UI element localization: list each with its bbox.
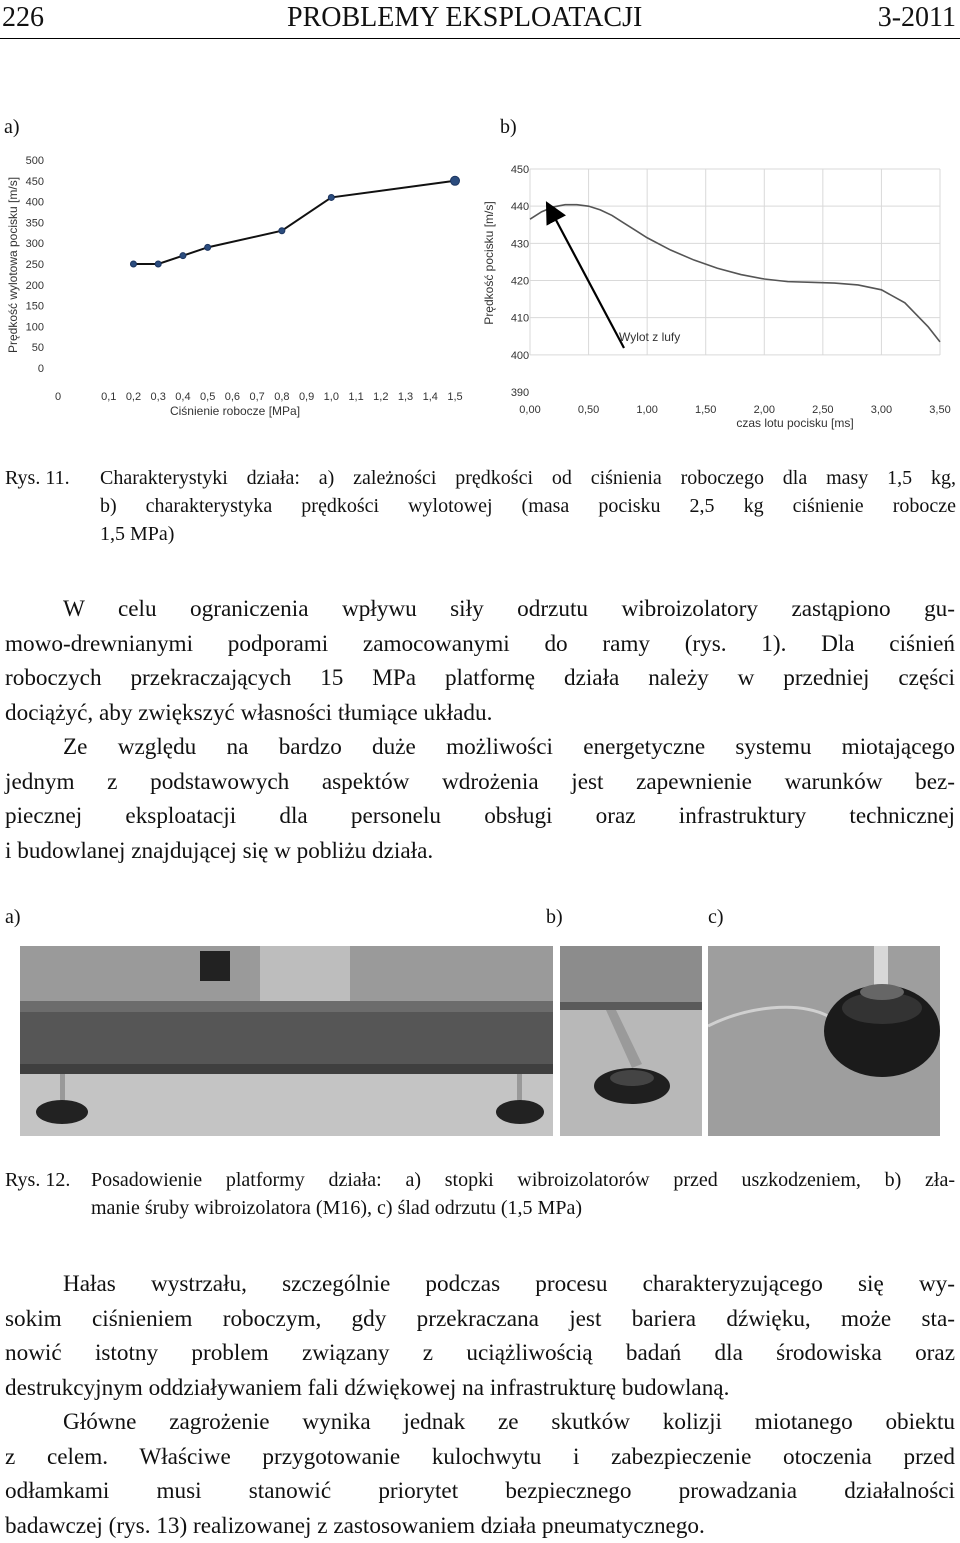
fig11-label-b: b) xyxy=(500,116,517,139)
chart-a-data-point xyxy=(155,261,161,267)
chart-a-series-line xyxy=(133,181,455,264)
chart-a-data-point xyxy=(205,244,211,250)
paragraph-1-line: roboczych przekraczających 15 MPa platformę działa należy w przedniej części xyxy=(5,661,955,696)
chart-a-ytick-label: 50 xyxy=(32,342,44,354)
fig11-caption-line3: 1,5 MPa) xyxy=(100,522,174,547)
paragraph-2-line: destrukcyjnym oddziaływaniem fali dźwiękowej na infrastrukturę budowlaną. xyxy=(5,1371,955,1406)
chart-b-ylabel: Prędkość pocisku [m/s] xyxy=(482,201,496,324)
chart-b-xtick-label: 3,50 xyxy=(929,404,950,416)
paragraph-2 xyxy=(5,1267,955,1543)
fig11-label-a: a) xyxy=(4,116,20,139)
chart-a-xtick-label: 1,3 xyxy=(398,391,413,403)
chart-b-xtick-label: 1,50 xyxy=(695,404,716,416)
chart-a-ytick-label: 450 xyxy=(26,176,44,188)
paragraph-1-line: mowo-drewnianymi podporami zamocowanymi do ramy (rys. 1). Dla ciśnień xyxy=(5,627,955,662)
chart-a-data-point xyxy=(180,253,186,259)
chart-a-xtick-label: 0,6 xyxy=(225,391,240,403)
paragraph-2-line: Główne zagrożenie wynika jednak ze skutków kolizji miotanego obiektu xyxy=(5,1405,955,1440)
fig12-label-a: a) xyxy=(5,906,21,929)
chart-a-data-point xyxy=(328,194,334,200)
chart-b-series-line xyxy=(530,205,940,342)
chart-a-xtick-label: 1,5 xyxy=(447,391,462,403)
chart-b-xtick-label: 1,00 xyxy=(636,404,657,416)
chart-a-data-point xyxy=(451,176,460,185)
paragraph-1-line: piecznej eksploatacji dla personelu obsługi oraz infrastruktury technicznej xyxy=(5,799,955,834)
paragraph-1-line: jednym z podstawowych aspektów wdrożenia jest zapewnienie warunków bez- xyxy=(5,765,955,800)
chart-b-ytick-label: 390 xyxy=(511,387,529,399)
paragraph-1-line: i budowlanej znajdującej się w pobliżu działa. xyxy=(5,834,955,869)
chart-b-annotation-arrow xyxy=(548,205,624,348)
chart-a-ytick-label: 350 xyxy=(26,217,44,229)
chart-b-ytick-label: 410 xyxy=(511,313,529,325)
photo-broken-bolt-image xyxy=(560,946,702,1136)
chart-b-xlabel: czas lotu pocisku [ms] xyxy=(736,416,853,430)
photo-recoil-trace-image xyxy=(708,946,940,1136)
chart-a-ytick-label: 150 xyxy=(26,301,44,313)
chart-b-ytick-label: 430 xyxy=(511,238,529,250)
fig11-caption-line1: Charakterystyki działa: a) zależności prędkości od ciśnienia roboczego dla masy 1,5 kg, xyxy=(100,466,956,491)
chart-a-ytick-label: 200 xyxy=(26,280,44,292)
chart-b-xtick-label: 0,00 xyxy=(519,404,540,416)
chart-a-xtick-label: 1,1 xyxy=(348,391,363,403)
chart-a-data-point xyxy=(130,261,136,267)
fig12-caption-label: Rys. 12. xyxy=(5,1168,70,1193)
fig12-caption-line2: manie śruby wibroizolatora (M16), c) ślad odrzutu (1,5 MPa) xyxy=(91,1196,582,1221)
chart-a xyxy=(0,145,480,430)
paragraph-2-line: Hałas wystrzału, szczególnie podczas procesu charakteryzującego się wy- xyxy=(5,1267,955,1302)
paragraph-2-line: odłamkami musi stanowić priorytet bezpiecznego prowadzania działalności xyxy=(5,1474,955,1509)
chart-a-ytick-label: 500 xyxy=(26,155,44,167)
chart-a-ytick-label: 100 xyxy=(26,321,44,333)
chart-a-xtick-label: 0,2 xyxy=(126,391,141,403)
fig11-caption-label: Rys. 11. xyxy=(5,466,70,491)
chart-a-xtick-label: 0,1 xyxy=(101,391,116,403)
journal-title: PROBLEMY EKSPLOATACJI xyxy=(287,2,642,34)
chart-b-annotation: Wylot z lufy xyxy=(619,330,680,344)
paragraph-2-line: z celem. Właściwe przygotowanie kulochwytu i zabezpieczenie otoczenia przed xyxy=(5,1440,955,1475)
fig12-label-c: c) xyxy=(708,906,724,929)
chart-a-xtick-label: 0,5 xyxy=(200,391,215,403)
photo-broken-bolt xyxy=(560,946,702,1136)
chart-a-xtick-label: 1,0 xyxy=(324,391,339,403)
chart-a-xtick-label: 1,2 xyxy=(373,391,388,403)
fig11-caption-line2: b) charakterystyka prędkości wylotowej (masa pocisku 2,5 kg ciśnienie robocze xyxy=(100,494,956,519)
chart-b-ytick-label: 420 xyxy=(511,276,529,288)
paragraph-2-line: sokim ciśnieniem roboczym, gdy przekraczana jest bariera dźwięku, może sta- xyxy=(5,1302,955,1337)
photo-platform-feet-image xyxy=(20,946,553,1136)
chart-a-xtick-label: 0,8 xyxy=(274,391,289,403)
chart-b-xtick-label: 0,50 xyxy=(578,404,599,416)
chart-a-xtick-label: 0,9 xyxy=(299,391,314,403)
chart-b-ytick-label: 400 xyxy=(511,350,529,362)
chart-a-ytick-label: 250 xyxy=(26,259,44,271)
chart-b-ytick-label: 440 xyxy=(511,201,529,213)
photo-platform-feet xyxy=(20,946,553,1136)
chart-b-xtick-label: 2,50 xyxy=(812,404,833,416)
paragraph-1-line: Ze względu na bardzo duże możliwości energetyczne systemu miotającego xyxy=(5,730,955,765)
chart-a-ytick-label: 0 xyxy=(38,363,44,375)
chart-a-xtick-label: 0,4 xyxy=(175,391,190,403)
chart-a-xlabel: Ciśnienie robocze [MPa] xyxy=(170,404,300,418)
fig12-caption-line1: Posadowienie platformy działa: a) stopki wibroizolatorów przed uszkodzeniem, b) zła- xyxy=(91,1168,955,1193)
chart-b-xtick-label: 3,00 xyxy=(871,404,892,416)
chart-a-xtick-label: 0,3 xyxy=(151,391,166,403)
chart-a-xtick-label: 0,7 xyxy=(249,391,264,403)
chart-b-ytick-label: 450 xyxy=(511,164,529,176)
paragraph-2-line: badawczej (rys. 13) realizowanej z zastosowaniem działa pneumatycznego. xyxy=(5,1509,955,1543)
page-header xyxy=(0,0,960,40)
paragraph-2-line: nowić istotny problem związany z uciążliwością badań dla środowiska oraz xyxy=(5,1336,955,1371)
chart-a-xtick-label: 1,4 xyxy=(423,391,438,403)
chart-a-xtick-label: 0 xyxy=(55,391,61,403)
chart-b-xtick-label: 2,00 xyxy=(754,404,775,416)
paragraph-1 xyxy=(5,592,955,868)
chart-b xyxy=(478,145,960,440)
paragraph-1-line: W celu ograniczenia wpływu siły odrzutu wibroizolatory zastąpiono gu- xyxy=(5,592,955,627)
photo-recoil-trace xyxy=(708,946,940,1136)
page-number: 226 xyxy=(2,2,44,34)
chart-a-ytick-label: 300 xyxy=(26,238,44,250)
chart-a-ytick-label: 400 xyxy=(26,197,44,209)
header-rule xyxy=(0,38,960,39)
issue-number: 3-2011 xyxy=(878,2,956,34)
fig12-label-b: b) xyxy=(546,906,563,929)
chart-a-data-point xyxy=(279,228,285,234)
chart-a-ylabel: Prędkość wylotowa pocisku [m/s] xyxy=(6,177,20,353)
paragraph-1-line: dociążyć, aby zwiększyć własności tłumiące układu. xyxy=(5,696,955,731)
